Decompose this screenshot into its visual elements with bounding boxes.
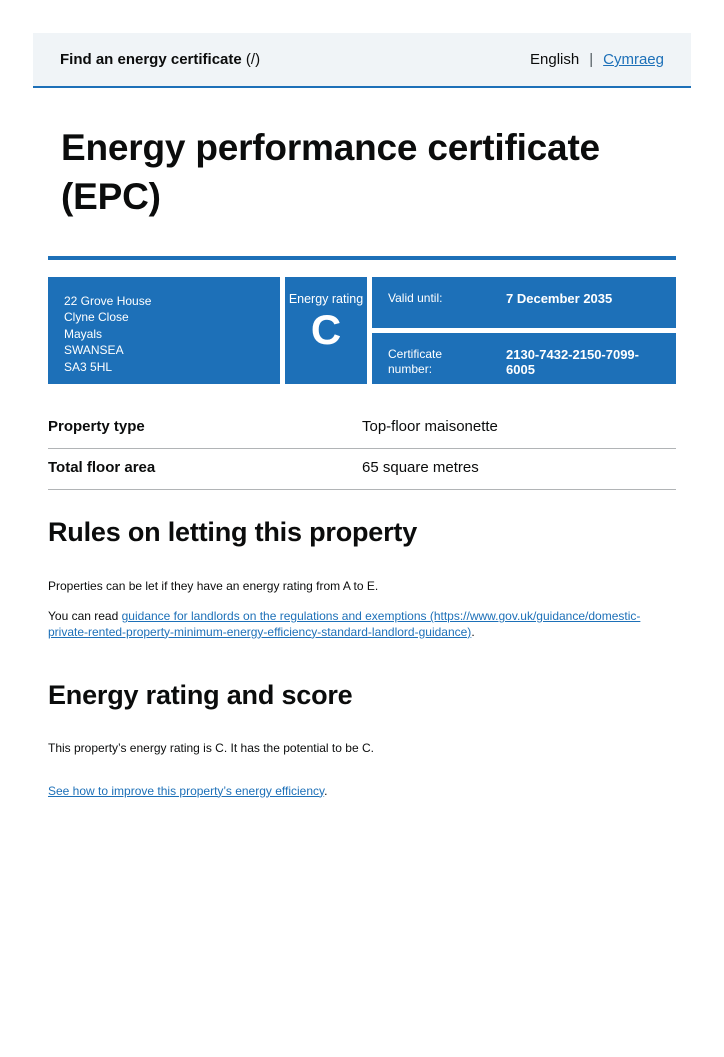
valid-until-value: 7 December 2035: [506, 290, 613, 306]
language-current-english: English: [530, 51, 580, 68]
certificate-summary-banner: [48, 277, 676, 384]
table-row: [48, 449, 676, 490]
property-summary-table: [48, 408, 676, 490]
address-line: SWANSEA: [64, 343, 124, 358]
improvement-paragraph: [48, 784, 676, 800]
guidance-suffix: .: [471, 624, 475, 639]
rules-heading: Rules on letting this property: [48, 516, 418, 547]
certificate-details: [372, 277, 676, 384]
energy-rating-section: [48, 680, 676, 799]
property-address: [48, 277, 280, 384]
service-url-suffix: (/): [245, 51, 261, 68]
improvement-suffix: .: [324, 783, 328, 798]
language-separator: |: [589, 51, 594, 68]
address-line: Mayals: [64, 326, 103, 341]
improve-efficiency-link[interactable]: See how to improve this property’s energy efficiency: [48, 783, 325, 798]
valid-until-row: [372, 277, 676, 328]
energy-rating-value: C: [310, 305, 342, 353]
rules-section: [48, 517, 676, 641]
energy-rating-panel: [285, 277, 367, 384]
page-title: Energy performance certificate (EPC): [61, 127, 600, 217]
guidance-prefix: You can read: [48, 609, 122, 624]
valid-until-label: Valid until:: [388, 290, 443, 305]
section-divider-rule: [48, 256, 676, 260]
service-header: [33, 33, 691, 88]
landlord-guidance-link[interactable]: guidance for landlords on the regulations and exemptions (https://www.gov.uk/guidance/domestic-private-rented-property-minimum-energy-efficiency-standard-landlord-guidance): [48, 609, 641, 639]
certificate-number-row: [372, 333, 676, 384]
guidance-paragraph: [48, 609, 676, 640]
total-floor-area-value: 65 square metres: [362, 458, 479, 476]
property-type-value: Top-floor maisonette: [362, 417, 498, 435]
address-line: Clyne Close: [64, 310, 129, 325]
table-row: [48, 408, 676, 449]
address-line: SA3 5HL: [64, 359, 113, 374]
certificate-number-label: Certificate number:: [388, 346, 443, 376]
language-switcher: [530, 51, 664, 68]
property-type-label: Property type: [48, 417, 145, 435]
rules-paragraph: Properties can be let if they have an energy rating from A to E.: [48, 578, 379, 593]
certificate-number-value: 2130-7432-2150-7099-6005: [506, 346, 639, 377]
energy-rating-heading: Energy rating and score: [48, 680, 353, 711]
language-link-cymraeg[interactable]: Cymraeg: [603, 51, 664, 68]
service-title: [60, 51, 260, 68]
service-name: Find an energy certificate: [60, 51, 242, 68]
energy-rating-label: Energy rating: [288, 291, 364, 306]
energy-rating-paragraph: This property’s energy rating is C. It has the potential to be C.: [48, 741, 374, 756]
total-floor-area-label: Total floor area: [48, 458, 156, 476]
address-line: 22 Grove House: [64, 293, 152, 308]
main-content: [48, 124, 676, 799]
